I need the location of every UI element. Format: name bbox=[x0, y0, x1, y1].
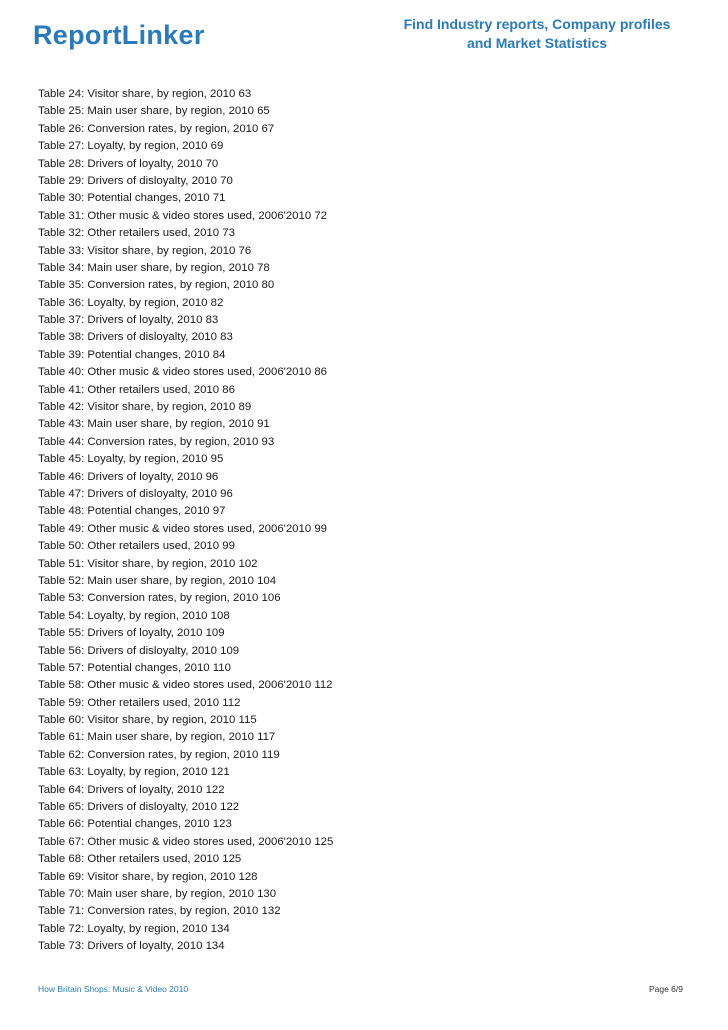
toc-entry: Table 67: Other music & video stores used, 2006'2010 125 bbox=[38, 835, 334, 848]
toc-entry: Table 70: Main user share, by region, 2010 130 bbox=[38, 887, 277, 900]
toc-entry: Table 46: Drivers of loyalty, 2010 96 bbox=[38, 470, 219, 483]
toc-entry: Table 65: Drivers of disloyalty, 2010 122 bbox=[38, 801, 240, 814]
toc-entry: Table 38: Drivers of disloyalty, 2010 83 bbox=[38, 331, 233, 344]
toc-entry: Table 57: Potential changes, 2010 110 bbox=[38, 661, 231, 674]
toc-entry: Table 39: Potential changes, 2010 84 bbox=[38, 348, 226, 361]
toc-entry: Table 50: Other retailers used, 2010 99 bbox=[38, 540, 235, 553]
toc-entry: Table 66: Potential changes, 2010 123 bbox=[38, 818, 232, 831]
toc-entry: Table 47: Drivers of disloyalty, 2010 96 bbox=[38, 487, 233, 500]
toc-entry: Table 24: Visitor share, by region, 2010 63 bbox=[38, 88, 252, 100]
toc-entry: Table 59: Other retailers used, 2010 112 bbox=[38, 696, 241, 709]
toc-entry: Table 45: Loyalty, by region, 2010 95 bbox=[38, 453, 224, 466]
toc-entry: Table 29: Drivers of disloyalty, 2010 70 bbox=[38, 174, 233, 187]
toc-entry: Table 48: Potential changes, 2010 97 bbox=[38, 505, 226, 518]
toc-entry: Table 26: Conversion rates, by region, 2010 67 bbox=[38, 122, 275, 135]
toc-entry: Table 54: Loyalty, by region, 2010 108 bbox=[38, 609, 230, 622]
toc-entry: Table 41: Other retailers used, 2010 86 bbox=[38, 383, 235, 396]
toc-entry: Table 63: Loyalty, by region, 2010 121 bbox=[38, 766, 230, 779]
toc-entry: Table 33: Visitor share, by region, 2010 76 bbox=[38, 244, 252, 257]
tagline-line-2: and Market Statistics bbox=[466, 35, 608, 51]
toc-entry: Table 51: Visitor share, by region, 2010 102 bbox=[38, 557, 258, 570]
toc-entry: Table 43: Main user share, by region, 2010 91 bbox=[38, 418, 270, 431]
toc-entry: Table 32: Other retailers used, 2010 73 bbox=[38, 227, 235, 240]
reportlinker-logo[interactable]: ReportLinker bbox=[33, 20, 205, 50]
toc-entry: Table 64: Drivers of loyalty, 2010 122 bbox=[38, 783, 225, 796]
table-of-contents-list bbox=[38, 86, 678, 956]
toc-entry: Table 55: Drivers of loyalty, 2010 109 bbox=[38, 627, 225, 640]
toc-entry: Table 61: Main user share, by region, 2010 117 bbox=[38, 731, 276, 744]
toc-entry: Table 73: Drivers of loyalty, 2010 134 bbox=[38, 940, 225, 953]
toc-entry: Table 30: Potential changes, 2010 71 bbox=[38, 192, 226, 205]
toc-entry: Table 40: Other music & video stores used, 2006'2010 86 bbox=[38, 366, 328, 379]
toc-entry: Table 34: Main user share, by region, 2010 78 bbox=[38, 261, 270, 274]
toc-entry: Table 31: Other music & video stores used, 2006'2010 72 bbox=[38, 209, 328, 222]
header-tagline bbox=[382, 15, 692, 53]
toc-entry: Table 27: Loyalty, by region, 2010 69 bbox=[38, 140, 224, 153]
toc-entry: Table 71: Conversion rates, by region, 2010 132 bbox=[38, 905, 281, 918]
toc-entry: Table 53: Conversion rates, by region, 2010 106 bbox=[38, 592, 281, 605]
toc-entry: Table 44: Conversion rates, by region, 2010 93 bbox=[38, 435, 275, 448]
toc-entry: Table 62: Conversion rates, by region, 2010 119 bbox=[38, 748, 280, 761]
toc-entry: Table 72: Loyalty, by region, 2010 134 bbox=[38, 922, 230, 935]
footer-report-link[interactable]: How Britain Shops: Music & Video 2010 bbox=[38, 984, 189, 994]
toc-entry: Table 28: Drivers of loyalty, 2010 70 bbox=[38, 157, 219, 170]
toc-entry: Table 52: Main user share, by region, 2010 104 bbox=[38, 574, 277, 587]
toc-entry: Table 35: Conversion rates, by region, 2010 80 bbox=[38, 279, 275, 292]
toc-entry: Table 42: Visitor share, by region, 2010 89 bbox=[38, 401, 252, 414]
toc-entry: Table 25: Main user share, by region, 2010 65 bbox=[38, 105, 270, 118]
toc-entry: Table 56: Drivers of disloyalty, 2010 109 bbox=[38, 644, 240, 657]
page-number: Page 6/9 bbox=[648, 984, 683, 994]
toc-entry: Table 49: Other music & video stores used, 2006'2010 99 bbox=[38, 522, 328, 535]
toc-entry: Table 36: Loyalty, by region, 2010 82 bbox=[38, 296, 224, 309]
toc-entry: Table 68: Other retailers used, 2010 125 bbox=[38, 853, 242, 866]
toc-entry: Table 37: Drivers of loyalty, 2010 83 bbox=[38, 314, 219, 327]
toc-entry: Table 60: Visitor share, by region, 2010 115 bbox=[38, 714, 257, 727]
toc-entry: Table 69: Visitor share, by region, 2010 128 bbox=[38, 870, 258, 883]
tagline-line-1: Find Industry reports, Company profiles bbox=[403, 16, 671, 32]
toc-entry: Table 58: Other music & video stores used, 2006'2010 112 bbox=[38, 679, 333, 692]
